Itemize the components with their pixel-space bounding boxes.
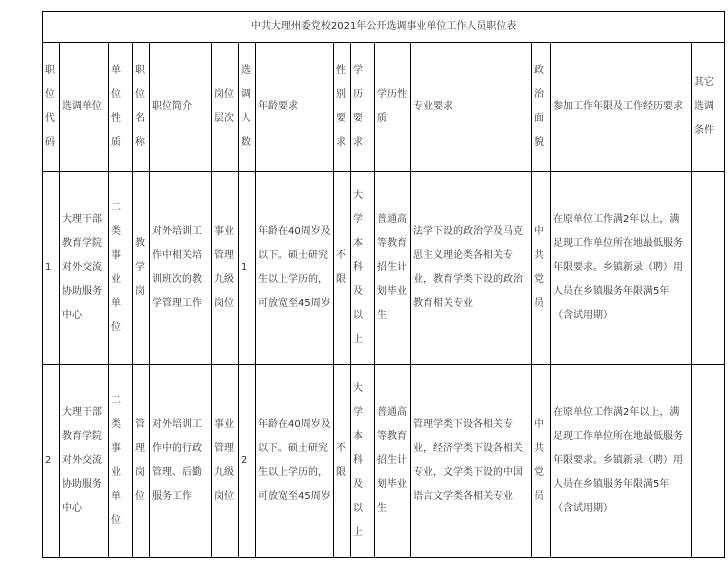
header-cell: 单位性质	[109, 43, 133, 172]
cell-post_name: 管理岗位	[133, 365, 150, 558]
cell-major: 管理学类下设各相关专业，经济学类下设各相关专业，文学类下设的中国语言文学类各相关专业	[411, 365, 532, 558]
position-table	[42, 11, 725, 558]
cell-count: 1	[239, 172, 256, 365]
header-cell: 职位名称	[133, 43, 150, 172]
cell-code: 1	[43, 172, 60, 365]
cell-code: 2	[43, 365, 60, 558]
header-cell: 选调单位	[60, 43, 109, 172]
header-cell: 职位简介	[150, 43, 212, 172]
cell-count: 2	[239, 365, 256, 558]
header-cell: 专业要求	[411, 43, 532, 172]
cell-level: 事业管理九级岗位	[212, 365, 239, 558]
cell-post_name: 教学岗	[133, 172, 150, 365]
header-row	[43, 43, 725, 172]
cell-edu_type: 普通高等教育招生计划毕业生	[375, 172, 411, 365]
table-row	[43, 365, 725, 558]
cell-unit: 大理干部教育学院对外交流协助服务中心	[60, 172, 109, 365]
position-table-container	[42, 11, 725, 558]
cell-other	[692, 365, 725, 558]
cell-intro: 对外培训工作中相关培训班次的教学管理工作	[150, 172, 212, 365]
cell-gender: 不限	[334, 365, 351, 558]
cell-unit: 大理干部教育学院对外交流协助服务中心	[60, 365, 109, 558]
header-cell: 性别要求	[334, 43, 351, 172]
cell-edu: 大学本科及以上	[351, 365, 375, 558]
cell-politics: 中共党员	[532, 172, 551, 365]
cell-other	[692, 172, 725, 365]
table-title: 中共大理州委党校2021年公开选调事业单位工作人员职位表	[43, 12, 725, 43]
header-cell: 学历性质	[375, 43, 411, 172]
header-cell: 选调人数	[239, 43, 256, 172]
header-cell: 岗位层次	[212, 43, 239, 172]
table-row	[43, 172, 725, 365]
cell-work: 在原单位工作满2年以上，满足现工作单位所在地最低服务年限要求。乡镇新录（聘）用人员在乡镇服务年限满5年（含试用期）	[551, 172, 692, 365]
cell-politics: 中共党员	[532, 365, 551, 558]
cell-nature: 二类事业单位	[109, 365, 133, 558]
header-cell: 参加工作年限及工作经历要求	[551, 43, 692, 172]
cell-work: 在原单位工作满2年以上，满足现工作单位所在地最低服务年限要求。乡镇新录（聘）用人员在乡镇服务年限满5年（含试用期）	[551, 365, 692, 558]
header-cell: 年龄要求	[256, 43, 334, 172]
cell-age: 年龄在40周岁及以下。硕士研究生以上学历的，可放宽至45周岁	[256, 172, 334, 365]
title-row	[43, 12, 725, 43]
cell-age: 年龄在40周岁及以下。硕士研究生以上学历的，可放宽至45周岁	[256, 365, 334, 558]
header-cell: 其它选调条件	[692, 43, 725, 172]
cell-edu_type: 普通高等教育招生计划毕业生	[375, 365, 411, 558]
cell-intro: 对外培训工作中的行政管理、后勤服务工作	[150, 365, 212, 558]
cell-nature: 二类事业单位	[109, 172, 133, 365]
header-cell: 职位代码	[43, 43, 60, 172]
cell-major: 法学下设的政治学及马克思主义理论类各相关专业，教育学类下设的政治教育相关专业	[411, 172, 532, 365]
header-cell: 学历要求	[351, 43, 375, 172]
cell-edu: 大学本科及以上	[351, 172, 375, 365]
header-cell: 政治面貌	[532, 43, 551, 172]
cell-gender: 不限	[334, 172, 351, 365]
cell-level: 事业管理九级岗位	[212, 172, 239, 365]
